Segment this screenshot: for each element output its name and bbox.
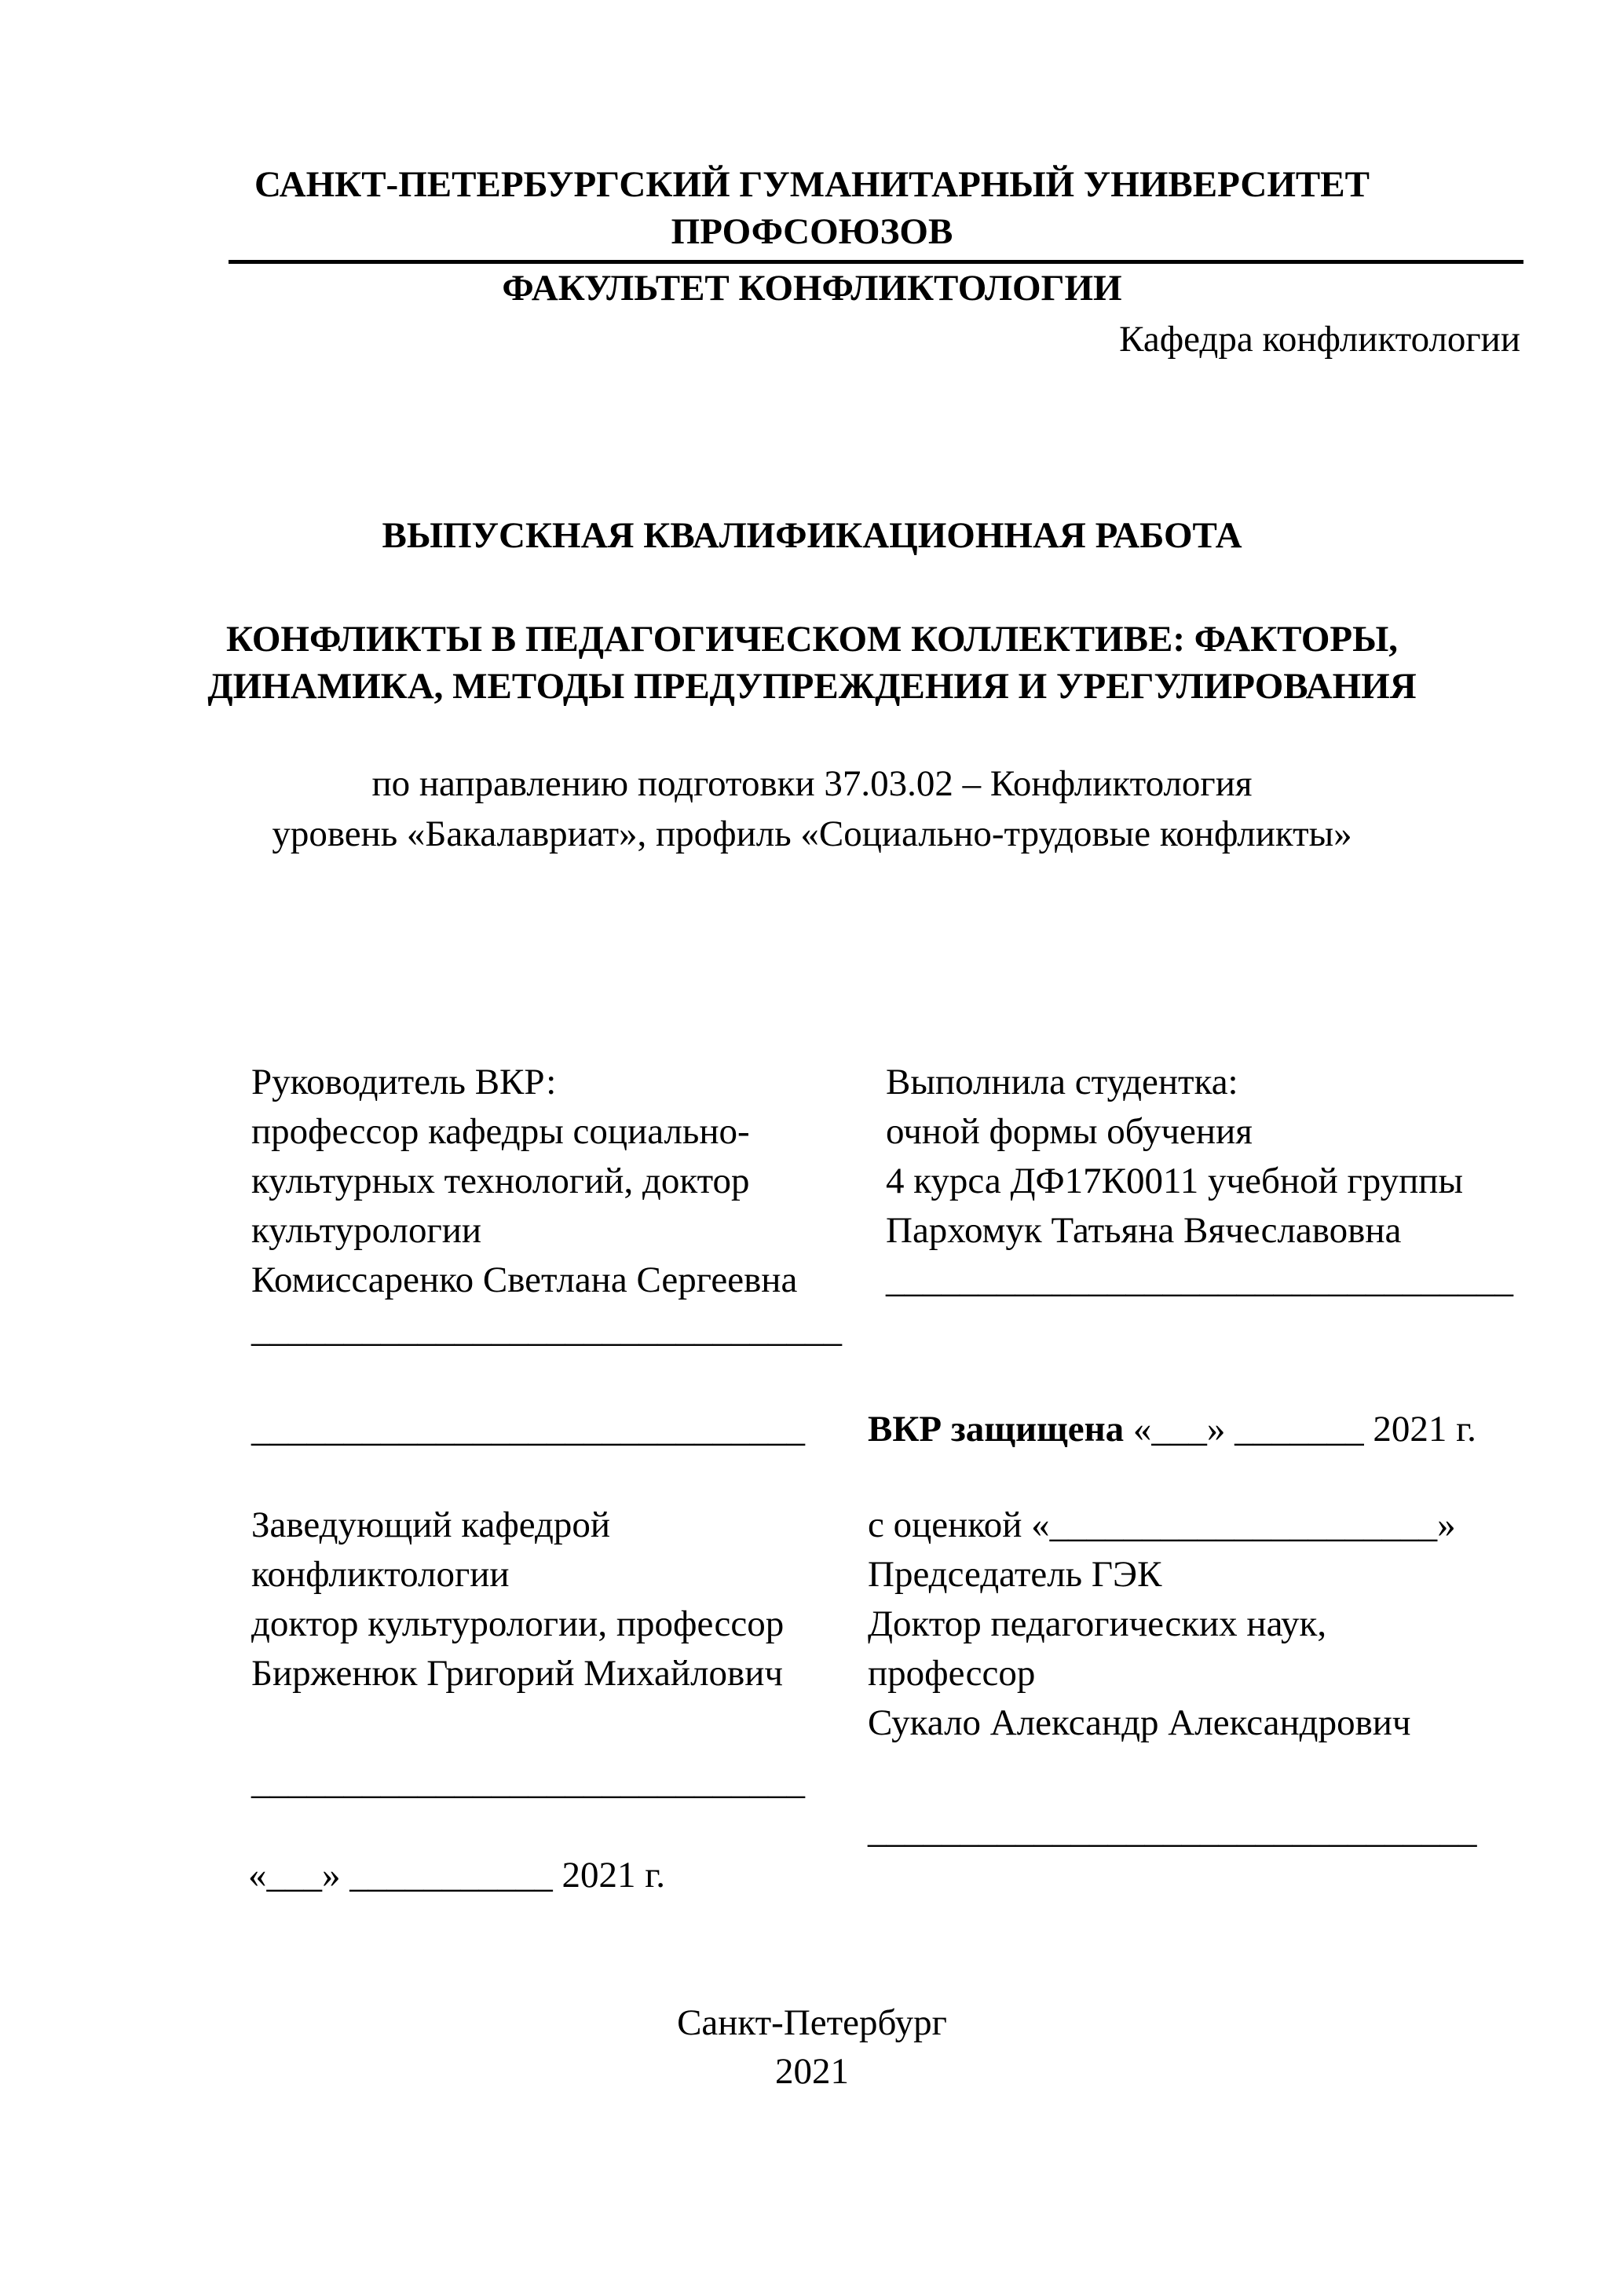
head-line: доктор культурологии, профессор <box>251 1603 785 1644</box>
head-signature-line: ______________________________ <box>251 1761 805 1802</box>
chair-line: профессор <box>868 1653 1036 1694</box>
student-signature-line: __________________________________ <box>886 1260 1513 1300</box>
university-name-line2: ПРОФСОЮЗОВ <box>671 211 953 252</box>
supervisor-signature-line: ________________________________ <box>251 1309 842 1350</box>
work-type: ВЫПУСКНАЯ КВАЛИФИКАЦИОННАЯ РАБОТА <box>382 515 1242 556</box>
chair-line: Сукало Александр Александрович <box>868 1702 1411 1743</box>
head-line: конфликтологии <box>251 1554 510 1595</box>
head-date: «___» ___________ 2021 г. <box>248 1855 665 1896</box>
study-level: уровень «Бакалавриат», профиль «Социально-трудовые конфликты» <box>272 813 1352 854</box>
supervisor-line: культурологии <box>251 1210 482 1251</box>
university-name-line1: САНКТ-ПЕТЕРБУРГСКИЙ ГУМАНИТАРНЫЙ УНИВЕРСИТЕТ <box>254 164 1370 205</box>
supervisor-date-line: ______________________________ <box>251 1409 805 1450</box>
chair-line: Доктор педагогических наук, <box>868 1603 1327 1644</box>
work-title-line2: ДИНАМИКА, МЕТОДЫ ПРЕДУПРЕЖДЕНИЯ И УРЕГУЛИРОВАНИЯ <box>207 666 1417 707</box>
head-line: Заведующий кафедрой <box>251 1504 611 1545</box>
supervisor-line: профессор кафедры социально- <box>251 1111 750 1152</box>
student-line: Выполнила студентка: <box>886 1062 1238 1102</box>
work-title-line1: КОНФЛИКТЫ В ПЕДАГОГИЧЕСКОМ КОЛЛЕКТИВЕ: ФАКТОРЫ, <box>225 619 1399 660</box>
year: 2021 <box>775 2051 849 2092</box>
chair-line: Председатель ГЭК <box>868 1554 1162 1595</box>
defense-grade: с оценкой «_____________________» <box>868 1504 1456 1545</box>
supervisor-block <box>251 1058 842 1355</box>
student-block <box>886 1058 1513 1305</box>
defense-date: «___» _______ 2021 г. <box>1124 1409 1476 1450</box>
faculty-name: ФАКУЛЬТЕТ КОНФЛИКТОЛОГИИ <box>502 268 1122 309</box>
defense-status <box>868 1405 1476 1454</box>
defense-label: ВКР защищена <box>868 1409 1125 1450</box>
supervisor-line: культурных технологий, доктор <box>251 1161 750 1201</box>
supervisor-line: Руководитель ВКР: <box>251 1062 557 1102</box>
head-block <box>251 1501 784 1698</box>
department-name: Кафедра конфликтологии <box>1119 319 1520 360</box>
student-line: Пархомук Татьяна Вячеславовна <box>886 1210 1402 1251</box>
chair-block <box>868 1501 1456 1748</box>
student-line: 4 курса ДФ17К0011 учебной группы <box>886 1161 1464 1201</box>
study-direction: по направлению подготовки 37.03.02 – Конфликтология <box>371 763 1253 804</box>
city: Санкт-Петербург <box>677 2002 947 2043</box>
head-line: Бирженюк Григорий Михайлович <box>251 1653 784 1694</box>
supervisor-line: Комиссаренко Светлана Сергеевна <box>251 1260 798 1300</box>
chair-signature-line: _________________________________ <box>868 1810 1477 1851</box>
student-line: очной формы обучения <box>886 1111 1253 1152</box>
